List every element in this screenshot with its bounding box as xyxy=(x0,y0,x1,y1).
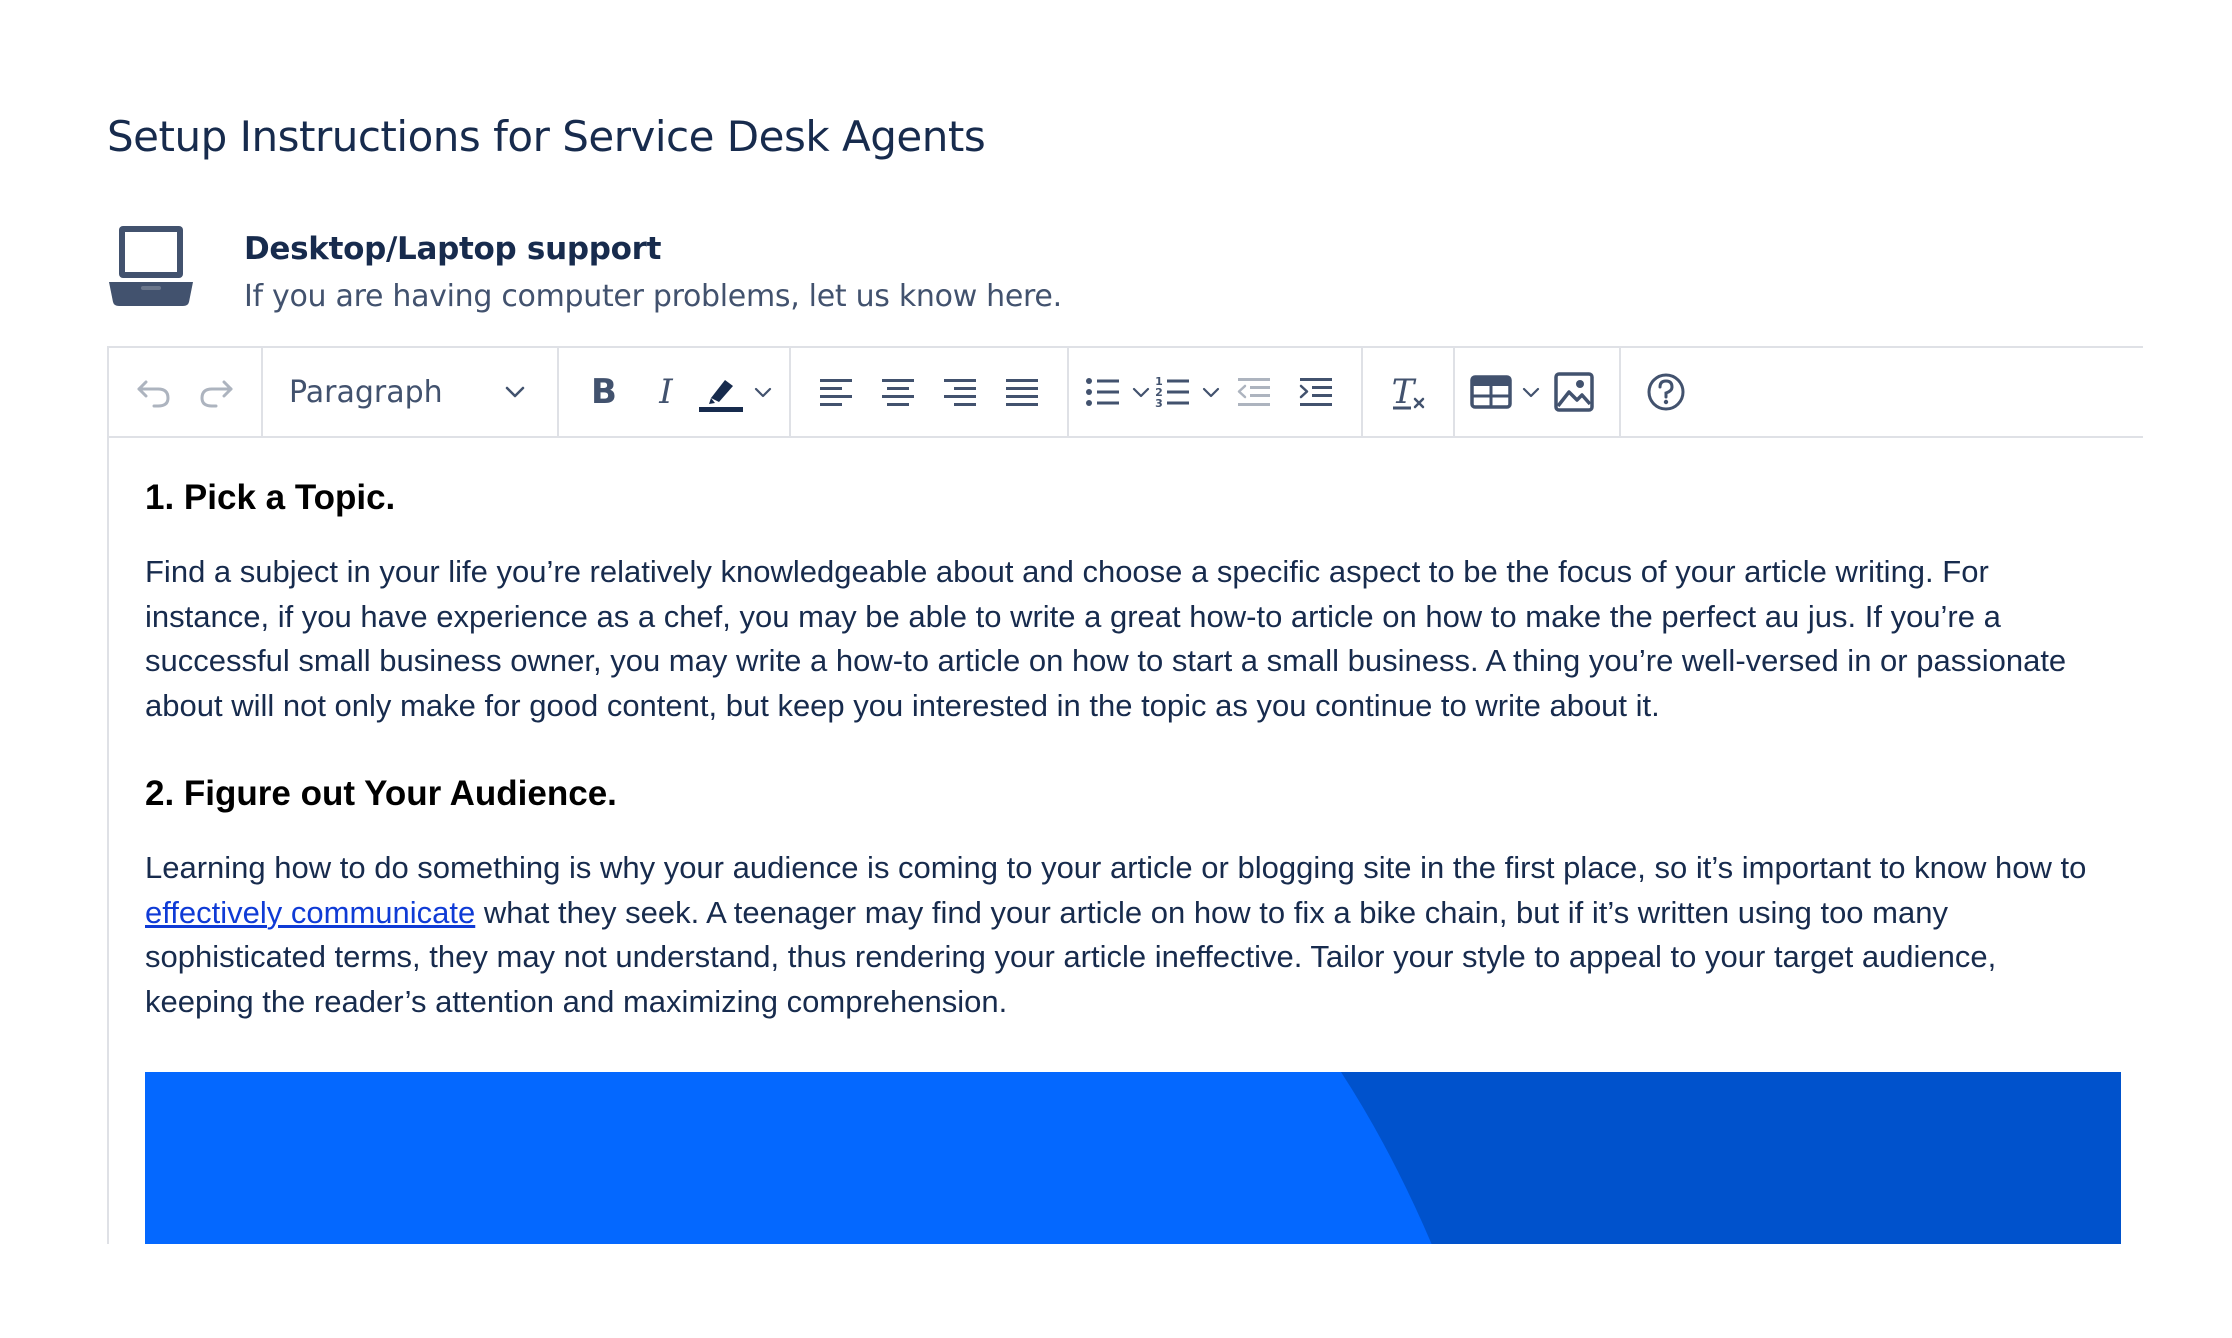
editor-content[interactable] xyxy=(109,438,2089,1024)
indent-icon xyxy=(1296,372,1336,412)
redo-icon xyxy=(196,372,236,412)
align-justify-icon xyxy=(1002,372,1042,412)
clear-format-group xyxy=(1363,348,1455,436)
align-center-button[interactable] xyxy=(867,362,929,422)
svg-text:I: I xyxy=(659,372,673,412)
history-group xyxy=(109,348,263,436)
outdent-icon xyxy=(1234,372,1274,412)
svg-text:3: 3 xyxy=(1155,397,1163,410)
align-left-icon xyxy=(816,372,856,412)
editor-toolbar xyxy=(109,348,2143,438)
numbered-list-button[interactable] xyxy=(1153,362,1223,422)
text-format-group xyxy=(559,348,791,436)
align-center-icon xyxy=(878,372,918,412)
align-justify-button[interactable] xyxy=(991,362,1053,422)
section-heading: 2. Figure out Your Audience. xyxy=(145,774,617,813)
bullet-list-icon xyxy=(1083,372,1123,412)
section-paragraph xyxy=(145,846,2089,1024)
outdent-button[interactable] xyxy=(1223,362,1285,422)
undo-button[interactable] xyxy=(123,362,185,422)
section-paragraph: Find a subject in your life you’re relatively knowledgeable about and choose a specific aspect to be the focus of your article writing. For instance, if you have experience as a chef, you may be able to write a great how-to article on how to make the perfect au jus. If you’re a successful small business owner, you may write a how-to article on how to start a small business. A thing you’re well-versed in or passionate about will not only make for good content, but keep you interested in the topic as you continue to write about it. xyxy=(145,554,2067,723)
svg-text:1: 1 xyxy=(1155,375,1163,388)
svg-text:B: B xyxy=(591,372,617,412)
chevron-down-icon xyxy=(1519,380,1543,404)
bold-button[interactable] xyxy=(573,362,635,422)
svg-text:2: 2 xyxy=(1155,386,1163,399)
page-title: Setup Instructions for Service Desk Agents xyxy=(107,112,986,161)
block-type-group xyxy=(263,348,559,436)
list-group xyxy=(1069,348,1363,436)
request-type-title: Desktop/Laptop support xyxy=(244,231,662,267)
clear-formatting-icon xyxy=(1387,371,1429,413)
highlight-icon xyxy=(697,370,745,414)
request-type-description: If you are having computer problems, let us know here. xyxy=(244,279,1062,314)
highlight-button[interactable] xyxy=(697,362,775,422)
block-type-select[interactable] xyxy=(275,362,541,422)
align-right-icon xyxy=(940,372,980,412)
help-icon xyxy=(1645,371,1687,413)
effectively-communicate-link[interactable]: effectively communicate xyxy=(145,894,476,930)
align-left-button[interactable] xyxy=(805,362,867,422)
banner-image xyxy=(145,1072,2121,1244)
laptop-icon xyxy=(107,222,195,308)
block-type-value: Paragraph xyxy=(289,374,443,410)
chevron-down-icon xyxy=(501,378,529,406)
redo-button[interactable] xyxy=(185,362,247,422)
request-type-header xyxy=(107,222,1062,314)
bullet-list-button[interactable] xyxy=(1083,362,1153,422)
section-heading: 1. Pick a Topic. xyxy=(145,478,396,517)
insert-group xyxy=(1455,348,1621,436)
svg-text:T: T xyxy=(1391,372,1415,412)
insert-table-button[interactable] xyxy=(1469,362,1543,422)
italic-button[interactable] xyxy=(635,362,697,422)
chevron-down-icon xyxy=(751,380,775,404)
chevron-down-icon xyxy=(1199,380,1223,404)
help-button[interactable] xyxy=(1635,362,1697,422)
chevron-down-icon xyxy=(1129,380,1153,404)
indent-button[interactable] xyxy=(1285,362,1347,422)
numbered-list-icon xyxy=(1153,372,1193,412)
undo-icon xyxy=(134,372,174,412)
align-right-button[interactable] xyxy=(929,362,991,422)
clear-formatting-button[interactable] xyxy=(1377,362,1439,422)
rich-text-editor xyxy=(107,346,2143,1244)
alignment-group xyxy=(791,348,1069,436)
italic-icon xyxy=(646,372,686,412)
image-icon xyxy=(1552,370,1596,414)
paragraph-text: what they seek. A teenager may find your article on how to fix a bike chain, but if it’s written using too many sophisticated terms, they may not understand, thus rendering your article ineffective. Tailor your style to appeal to your target audience, keeping the reader’s attention and maximizing comprehension. xyxy=(145,894,1997,1019)
table-icon xyxy=(1469,372,1513,412)
bold-icon xyxy=(584,372,624,412)
paragraph-text: Learning how to do something is why your audience is coming to your article or blogging site in the first place, so it’s important to know how to xyxy=(145,850,2087,885)
help-group xyxy=(1621,348,1711,436)
insert-image-button[interactable] xyxy=(1543,362,1605,422)
banner-shape xyxy=(145,1072,2121,1244)
